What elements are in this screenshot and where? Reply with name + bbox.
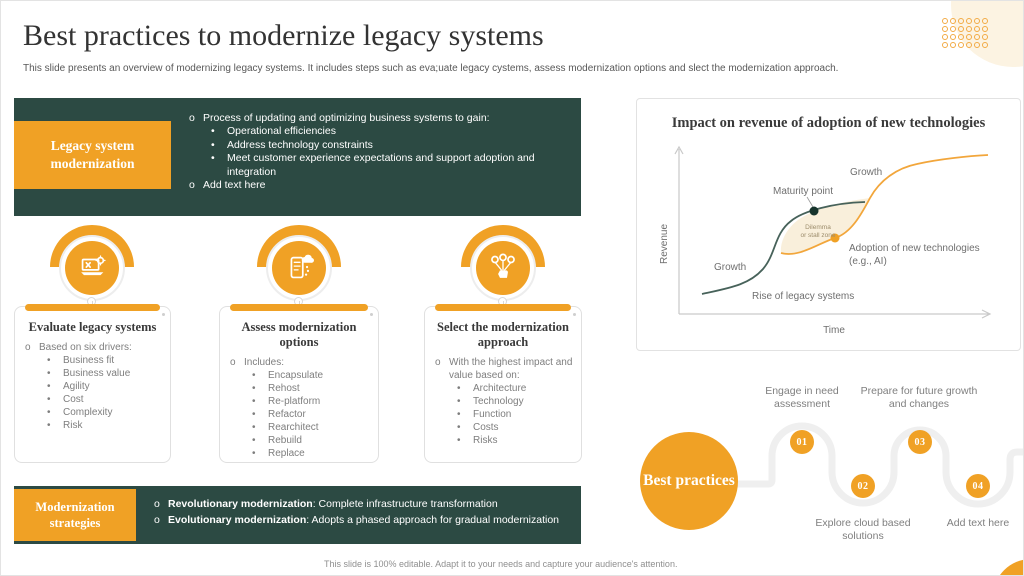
card-accent-bar	[230, 304, 368, 311]
card-select-modernization-approach	[424, 306, 582, 463]
revenue-chart	[637, 139, 1022, 351]
card-item: Business fit	[63, 355, 115, 366]
page-title: Best practices to modernize legacy systems	[23, 19, 544, 52]
strategy-desc: : Adopts a phased approach for gradual modernization	[306, 514, 560, 527]
bullet-marker	[211, 125, 227, 138]
footer-note: This slide is 100% editable. Adapt it to your needs and capture your audience's attention.	[324, 559, 678, 569]
rise-of-legacy-label: Rise of legacy systems	[752, 291, 855, 302]
laptop-gear-icon	[65, 241, 119, 295]
bullet-marker	[154, 514, 168, 527]
card-item: Risks	[473, 435, 498, 446]
decision-hand-icon	[476, 241, 530, 295]
dilemma-label-line2: or stall zone	[800, 232, 836, 239]
card-item: Cost	[63, 394, 84, 405]
maturity-point-marker	[810, 207, 819, 216]
legacy-sub-item: Meet customer experience expectations and support adoption and integration	[227, 152, 535, 178]
select-icon-assembly	[459, 225, 547, 307]
evaluate-icon-assembly	[48, 225, 136, 307]
card-item: Agility	[63, 381, 90, 392]
bullet-marker	[211, 152, 227, 179]
card-item: Rearchitect	[268, 422, 319, 433]
x-axis-label: Time	[823, 325, 845, 336]
chart-title: Impact on revenue of adoption of new technologies	[671, 115, 986, 131]
corner-circle-decoration	[993, 559, 1024, 576]
adoption-label-line1: Adoption of new technologies	[849, 243, 980, 254]
card-assess-modernization-options	[219, 306, 379, 463]
card-item: Technology	[473, 396, 524, 407]
card-accent-bar	[435, 304, 571, 311]
growth-left-label: Growth	[714, 262, 747, 273]
bullet-marker	[435, 356, 449, 382]
maturity-leader-line	[807, 197, 813, 207]
card-item: Refactor	[268, 409, 306, 420]
card-lead: With the highest impact and value based on:	[449, 357, 573, 381]
bullet-marker	[189, 112, 203, 125]
dot-grid-decoration	[942, 18, 988, 48]
card-item: Rebuild	[268, 435, 302, 446]
x-axis	[679, 310, 990, 318]
step-label-03: Prepare for future growth and changes	[860, 385, 978, 411]
legacy-sub-item: Address technology constraints	[227, 138, 373, 151]
strategies-panel-body	[154, 498, 574, 528]
card-item: Architecture	[473, 383, 527, 394]
dilemma-label-line1: Dilemma	[805, 224, 831, 231]
card-item: Business value	[63, 368, 131, 379]
strategies-panel-label: Modernization strategies	[14, 489, 136, 541]
page-subtitle: This slide presents an overview of modernizing legacy systems. It includes steps such as eva;uate legacy cystems, assess modernization options and slect the modernization approach.	[23, 63, 839, 74]
legacy-panel-label: Legacy system modernization	[14, 121, 171, 189]
y-axis-label: Revenue	[659, 223, 670, 265]
card-item: Risk	[63, 420, 83, 431]
revenue-impact-chart-card	[636, 98, 1021, 351]
strategy-term: Evolutionary modernization	[168, 514, 307, 527]
growth-top-label: Growth	[850, 167, 883, 178]
bullet-marker	[211, 139, 227, 152]
step-badge-02: 02	[851, 474, 875, 498]
step-badge-01: 01	[790, 430, 814, 454]
legacy-panel-body	[189, 112, 574, 193]
card-corner-dot	[162, 313, 165, 316]
step-label-02: Explore cloud based solutions	[815, 517, 911, 543]
card-item: Complexity	[63, 407, 113, 418]
strategy-term: Revolutionary modernization	[168, 498, 313, 510]
card-title: Evaluate legacy systems	[28, 320, 157, 334]
assess-icon-assembly	[255, 225, 343, 307]
step-badge-03: 03	[908, 430, 932, 454]
best-practices-hub: Best practices	[640, 432, 738, 530]
maturity-point-label: Maturity point	[772, 186, 834, 197]
step-label-01: Engage in need assessment	[765, 385, 839, 411]
bullet-marker	[25, 341, 39, 354]
step-badge-04: 04	[966, 474, 990, 498]
card-evaluate-legacy-systems	[14, 306, 171, 463]
card-item: Replace	[268, 448, 305, 459]
legacy-add-text-placeholder: Add text here	[203, 179, 266, 192]
adoption-label-line2: (e.g., AI)	[849, 256, 887, 267]
card-accent-bar	[25, 304, 160, 311]
card-title: Select the modernization approach	[437, 320, 569, 349]
legacy-sub-item: Operational efficiencies	[227, 125, 336, 138]
card-item: Costs	[473, 422, 499, 433]
strategy-desc: : Complete infrastructure transformation	[312, 498, 498, 510]
card-item: Re-platform	[268, 396, 321, 407]
card-item: Encapsulate	[268, 370, 324, 381]
legacy-lead: Process of updating and optimizing business systems to gain:	[203, 112, 490, 124]
device-cloud-icon	[272, 241, 326, 295]
bullet-marker	[189, 179, 203, 192]
step-label-04: Add text here	[946, 517, 1010, 529]
y-axis	[675, 147, 683, 314]
bullet-marker	[230, 356, 244, 369]
legacy-modernization-panel	[14, 98, 581, 216]
card-lead: Includes:	[244, 357, 285, 368]
card-item: Function	[473, 409, 512, 420]
modernization-strategies-panel	[14, 486, 581, 544]
card-title: Assess modernization options	[241, 320, 357, 349]
bullet-marker	[154, 498, 168, 511]
card-lead: Based on six drivers:	[39, 342, 132, 353]
card-corner-dot	[573, 313, 576, 316]
card-corner-dot	[370, 313, 373, 316]
card-item: Rehost	[268, 383, 300, 394]
